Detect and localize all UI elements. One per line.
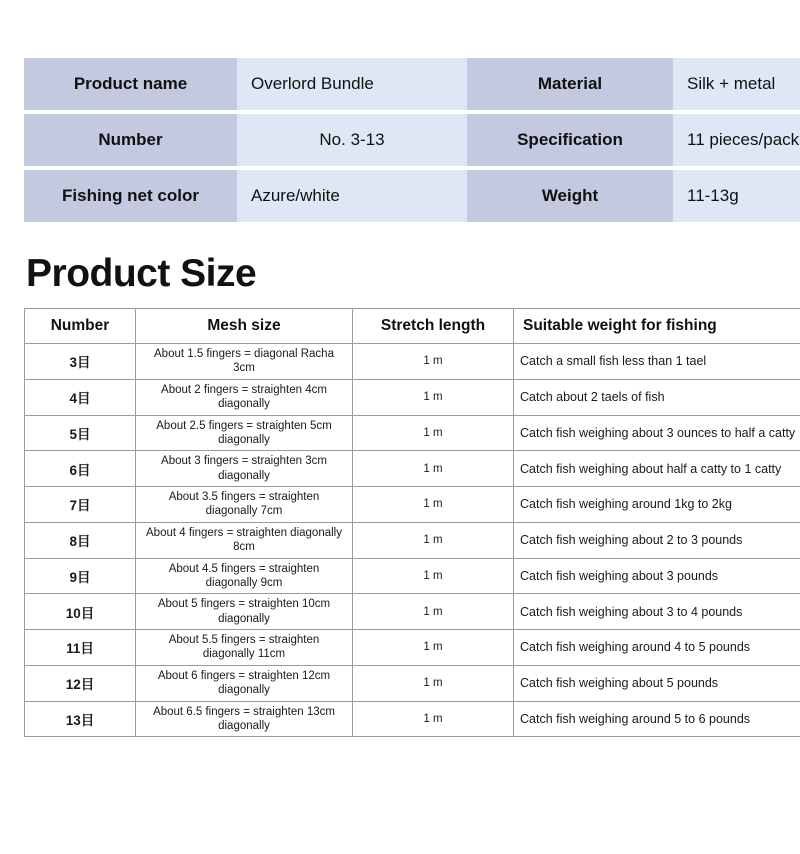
spec-label-fishing-net-color: Fishing net color [24,170,237,222]
cell-suitable-weight: Catch about 2 taels of fish [514,379,800,415]
cell-stretch-length: 1 m [353,451,514,487]
cell-stretch-length: 1 m [353,344,514,380]
table-row [25,522,800,558]
column-header-mesh-size: Mesh size [136,309,353,344]
table-row [25,630,800,666]
product-spec-table [24,54,800,226]
cell-number: 9目 [25,558,136,594]
spec-label-product-name: Product name [24,58,237,110]
product-spec-body [24,58,800,222]
spec-label-specification: Specification [467,114,673,166]
cell-mesh-size: About 6.5 fingers = straighten 13cm diagonally [136,701,353,737]
spec-value-specification: 11 pieces/pack [673,114,800,166]
table-row [25,309,800,344]
table-row [24,170,800,222]
cell-suitable-weight: Catch fish weighing around 1kg to 2kg [514,487,800,523]
column-header-suitable-weight: Suitable weight for fishing [514,309,800,344]
cell-number: 3目 [25,344,136,380]
cell-suitable-weight: Catch fish weighing around 5 to 6 pounds [514,701,800,737]
cell-number: 12目 [25,665,136,701]
cell-mesh-size: About 5 fingers = straighten 10cm diagonally [136,594,353,630]
spec-value-fishing-net-color: Azure/white [237,170,467,222]
cell-stretch-length: 1 m [353,630,514,666]
cell-suitable-weight: Catch fish weighing about 2 to 3 pounds [514,522,800,558]
table-row [25,344,800,380]
cell-stretch-length: 1 m [353,522,514,558]
cell-number: 11目 [25,630,136,666]
product-info-page [0,54,800,854]
column-header-stretch-length: Stretch length [353,309,514,344]
cell-mesh-size: About 4.5 fingers = straighten diagonally 9cm [136,558,353,594]
spec-label-number: Number [24,114,237,166]
cell-mesh-size: About 2 fingers = straighten 4cm diagonally [136,379,353,415]
cell-stretch-length: 1 m [353,701,514,737]
cell-stretch-length: 1 m [353,415,514,451]
cell-mesh-size: About 4 fingers = straighten diagonally 8cm [136,522,353,558]
cell-suitable-weight: Catch fish weighing about 3 to 4 pounds [514,594,800,630]
cell-stretch-length: 1 m [353,487,514,523]
spec-value-product-name: Overlord Bundle [237,58,467,110]
cell-stretch-length: 1 m [353,665,514,701]
cell-number: 4目 [25,379,136,415]
cell-number: 6目 [25,451,136,487]
spec-label-material: Material [467,58,673,110]
table-row [25,701,800,737]
table-row [24,58,800,110]
column-header-number: Number [25,309,136,344]
cell-mesh-size: About 6 fingers = straighten 12cm diagonally [136,665,353,701]
product-size-table [24,308,800,737]
cell-suitable-weight: Catch fish weighing about half a catty to 1 catty [514,451,800,487]
cell-mesh-size: About 5.5 fingers = straighten diagonally 11cm [136,630,353,666]
page-title: Product Size [26,252,776,296]
cell-mesh-size: About 1.5 fingers = diagonal Racha 3cm [136,344,353,380]
cell-number: 13目 [25,701,136,737]
cell-stretch-length: 1 m [353,594,514,630]
cell-mesh-size: About 3.5 fingers = straighten diagonally 7cm [136,487,353,523]
cell-stretch-length: 1 m [353,558,514,594]
cell-suitable-weight: Catch fish weighing about 3 pounds [514,558,800,594]
spec-value-weight: 11-13g [673,170,800,222]
table-row [25,487,800,523]
table-row [25,665,800,701]
cell-mesh-size: About 2.5 fingers = straighten 5cm diagonally [136,415,353,451]
cell-suitable-weight: Catch fish weighing around 4 to 5 pounds [514,630,800,666]
cell-number: 8目 [25,522,136,558]
table-row [25,594,800,630]
table-row [25,451,800,487]
table-row [24,114,800,166]
cell-suitable-weight: Catch fish weighing about 5 pounds [514,665,800,701]
cell-number: 7目 [25,487,136,523]
table-row [25,415,800,451]
table-row [25,558,800,594]
spec-value-number: No. 3-13 [237,114,467,166]
spec-label-weight: Weight [467,170,673,222]
cell-number: 10目 [25,594,136,630]
size-table-body [25,344,800,737]
cell-suitable-weight: Catch fish weighing about 3 ounces to half a catty [514,415,800,451]
table-row [25,379,800,415]
cell-number: 5目 [25,415,136,451]
cell-stretch-length: 1 m [353,379,514,415]
cell-mesh-size: About 3 fingers = straighten 3cm diagonally [136,451,353,487]
size-table-header [25,309,800,344]
cell-suitable-weight: Catch a small fish less than 1 tael [514,344,800,380]
spec-value-material: Silk + metal [673,58,800,110]
